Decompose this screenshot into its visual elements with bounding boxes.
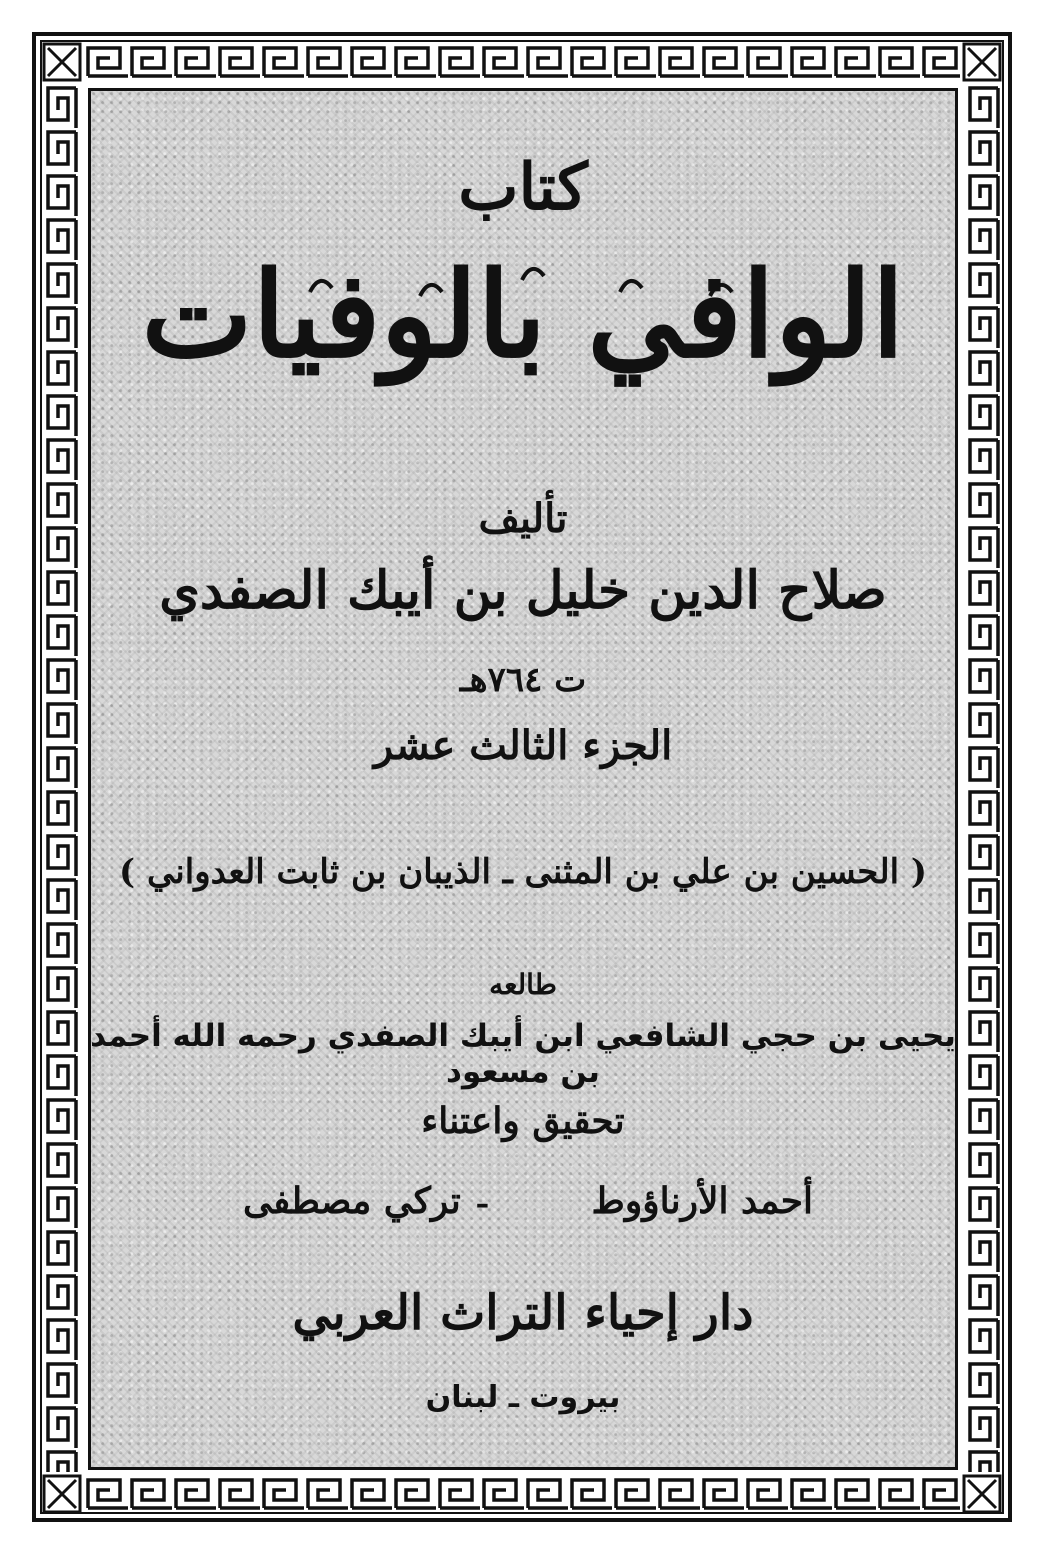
greek-key-border-top-icon xyxy=(86,44,960,80)
corner-square-ornament-icon xyxy=(962,1474,1002,1514)
authorship-label: تأليف xyxy=(478,495,568,542)
volume-number: الجزء الثالث عشر xyxy=(373,722,673,769)
editor-name-2: تركي مصطفى xyxy=(243,1180,461,1222)
author-name: صلاح الدين خليل بن أيبك الصفدي xyxy=(159,560,887,621)
book-title: الوافي بالوفيات xyxy=(141,245,905,384)
editor-separator: ـ xyxy=(478,1180,487,1215)
publisher-name: دار إحياء التراث العربي xyxy=(292,1285,754,1341)
greek-key-border-left-icon xyxy=(44,86,80,1472)
death-year: ت ٧٦٤هـ xyxy=(459,660,587,700)
corner-square-ornament-icon xyxy=(962,42,1002,82)
corner-square-ornament-icon xyxy=(42,1474,82,1514)
greek-key-border-bottom-icon xyxy=(86,1476,960,1512)
kitab-heading: كتاب xyxy=(458,150,588,225)
editing-label: تحقيق واعتناء xyxy=(421,1100,625,1142)
editor-name-1: أحمد الأرناؤوط xyxy=(591,1180,813,1222)
entry-range: ( الحسين بن علي بن المثنى ـ الذيبان بن ثابت العدواني ) xyxy=(119,852,927,892)
publisher-city: بيروت ـ لبنان xyxy=(425,1380,621,1415)
manuscript-note: يحيى بن حجي الشافعي ابن أيبك الصفدي رحمه الله أحمد بن مسعود xyxy=(90,1018,956,1090)
corner-square-ornament-icon xyxy=(42,42,82,82)
greek-key-border-right-icon xyxy=(966,86,1002,1472)
reader-label: طالعه xyxy=(489,968,557,1001)
